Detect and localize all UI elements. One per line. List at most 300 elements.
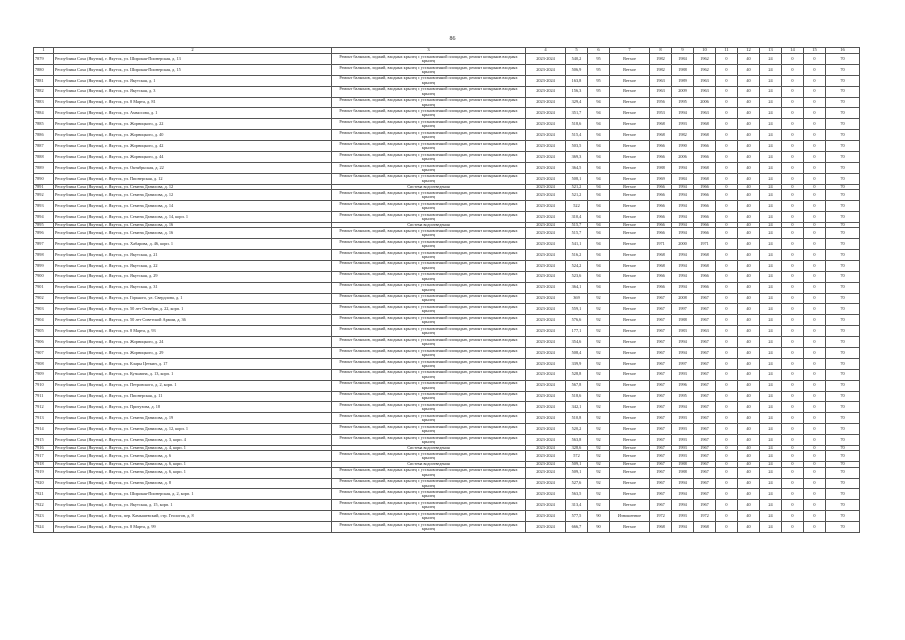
table-cell: 0 <box>804 239 826 250</box>
table-cell: Ветхое <box>610 141 650 152</box>
table-cell: 40 <box>738 413 760 424</box>
table-cell: 0 <box>782 451 804 462</box>
table-cell: 1967 <box>694 451 716 462</box>
table-cell: 7915 <box>34 435 54 446</box>
table-cell: 7888 <box>34 152 54 163</box>
table-cell: 0 <box>804 304 826 315</box>
table-cell: 40 <box>738 424 760 435</box>
table-cell: 1994 <box>672 222 694 227</box>
table-cell: 2023-2024 <box>526 402 566 413</box>
table-row <box>34 108 860 119</box>
column-number-header: 8 <box>650 48 672 54</box>
table-cell: 1967 <box>694 293 716 304</box>
table-cell: 521,2 <box>566 184 588 189</box>
table-cell: 0 <box>782 424 804 435</box>
table-cell: 7919 <box>34 467 54 478</box>
table-cell: 1994 <box>672 260 694 271</box>
work-type-cell: Ремонт балконов, лоджий, входных крылец с установленной площадью, ремонт козырьков входных крылец <box>332 130 526 141</box>
table-cell: 328,6 <box>566 445 588 450</box>
table-cell: 2006 <box>694 97 716 108</box>
table-cell: 2023-2024 <box>526 86 566 97</box>
table-cell: 24 <box>760 478 782 489</box>
work-type-cell: Ремонт балконов, лоджий, входных крылец с установленной площадью, ремонт козырьков входных крылец <box>332 326 526 337</box>
table-cell: 0 <box>716 54 738 65</box>
table-cell: 0 <box>782 467 804 478</box>
table-cell: 40 <box>738 184 760 189</box>
table-cell: 70 <box>826 500 860 511</box>
column-number-header: 10 <box>694 48 716 54</box>
table-cell: 177,1 <box>566 326 588 337</box>
column-number-header: 13 <box>760 48 782 54</box>
table-cell: 369,3 <box>566 152 588 163</box>
table-cell: Ветхое <box>610 271 650 282</box>
table-cell: 0 <box>804 435 826 446</box>
table-cell: 0 <box>716 260 738 271</box>
table-cell: Ветхое <box>610 228 650 239</box>
table-cell: 40 <box>738 239 760 250</box>
table-cell: 70 <box>826 522 860 533</box>
table-cell: 92 <box>588 445 610 450</box>
table-cell: 24 <box>760 222 782 227</box>
table-cell: 1968 <box>650 130 672 141</box>
table-cell: 1967 <box>650 391 672 402</box>
table-cell: 0 <box>716 391 738 402</box>
table-cell: 0 <box>716 152 738 163</box>
address-cell: Республика Саха (Якутия), г. Якутск, ул. Семена Данилова, д. 4, корп. 1 <box>54 445 332 450</box>
table-cell: 0 <box>804 369 826 380</box>
table-cell: 40 <box>738 271 760 282</box>
table-cell: 0 <box>782 337 804 348</box>
table-cell: 92 <box>588 402 610 413</box>
table-cell: 0 <box>804 358 826 369</box>
table-cell: 24 <box>760 119 782 130</box>
table-cell: 0 <box>804 200 826 211</box>
table-cell: 0 <box>782 282 804 293</box>
table-cell: 1967 <box>650 358 672 369</box>
table-cell: 339,9 <box>566 358 588 369</box>
work-type-cell: Система водоотведения <box>332 184 526 189</box>
table-cell: 0 <box>716 337 738 348</box>
address-cell: Республика Саха (Якутия), г. Якутск, ул. Жорницкого, д. 40 <box>54 130 332 141</box>
table-cell: 0 <box>782 211 804 222</box>
table-row <box>34 315 860 326</box>
table-cell: 24 <box>760 337 782 348</box>
address-cell: Республика Саха (Якутия), г. Якутск, ул. Семена Данилова, д. 14, корп. 1 <box>54 211 332 222</box>
table-cell: 1963 <box>694 326 716 337</box>
table-cell: 510,8 <box>566 413 588 424</box>
table-cell: 24 <box>760 462 782 467</box>
table-cell: 0 <box>804 222 826 227</box>
table-row <box>34 141 860 152</box>
table-cell: 0 <box>804 445 826 450</box>
table-cell: 1967 <box>694 369 716 380</box>
work-type-cell: Ремонт балконов, лоджий, входных крылец с установленной площадью, ремонт козырьков входных крылец <box>332 358 526 369</box>
table-cell: 7923 <box>34 511 54 522</box>
table-cell: 7904 <box>34 315 54 326</box>
table-row <box>34 326 860 337</box>
table-cell: 518,6 <box>566 119 588 130</box>
table-row <box>34 369 860 380</box>
table-cell: 1967 <box>694 358 716 369</box>
table-row <box>34 467 860 478</box>
table-cell: 0 <box>716 130 738 141</box>
table-cell: 364,5 <box>566 162 588 173</box>
table-cell: 2023-2024 <box>526 478 566 489</box>
table-cell: 94 <box>588 190 610 201</box>
table-cell: 0 <box>782 391 804 402</box>
table-cell: 0 <box>782 500 804 511</box>
address-cell: Республика Саха (Якутия), г. Якутск, ул. Жорницкого, д. 29 <box>54 347 332 358</box>
table-cell: 1988 <box>650 162 672 173</box>
table-cell: 70 <box>826 173 860 184</box>
table-cell: 90 <box>588 522 610 533</box>
table-cell: 2023-2024 <box>526 64 566 75</box>
table-cell: 70 <box>826 108 860 119</box>
table-cell: Ветхое <box>610 184 650 189</box>
table-cell: 0 <box>804 478 826 489</box>
table-cell: 0 <box>782 86 804 97</box>
table-cell: Ветхое <box>610 337 650 348</box>
table-cell: 1994 <box>672 271 694 282</box>
table-cell: 1967 <box>694 445 716 450</box>
table-cell: 70 <box>826 249 860 260</box>
table-cell: 24 <box>760 190 782 201</box>
table-cell: 0 <box>804 271 826 282</box>
column-number-header: 11 <box>716 48 738 54</box>
table-cell: 0 <box>804 211 826 222</box>
table-cell: 0 <box>716 462 738 467</box>
table-cell: 70 <box>826 75 860 86</box>
table-cell: 1962 <box>694 64 716 75</box>
table-cell: 1988 <box>672 315 694 326</box>
table-cell: Ветхое <box>610 200 650 211</box>
table-row <box>34 413 860 424</box>
table-row <box>34 402 860 413</box>
table-cell: 0 <box>804 260 826 271</box>
table-cell: 1968 <box>650 522 672 533</box>
table-cell: Ветхое <box>610 380 650 391</box>
table-cell: 1966 <box>694 200 716 211</box>
table-cell: 1953 <box>650 108 672 119</box>
table-cell: 0 <box>716 190 738 201</box>
table-cell: 0 <box>716 467 738 478</box>
table-cell: 522 <box>566 200 588 211</box>
address-cell: Республика Саха (Якутия), г. Якутск, ул. 8 Марта, д. 99 <box>54 522 332 533</box>
table-cell: 7895 <box>34 222 54 227</box>
table-cell: 40 <box>738 462 760 467</box>
table-cell: 1967 <box>694 500 716 511</box>
table-cell: 0 <box>782 462 804 467</box>
table-cell: 24 <box>760 249 782 260</box>
table-cell: 1967 <box>650 445 672 450</box>
address-cell: Республика Саха (Якутия), г. Якутск, ул. 8 Марта, д. 93 <box>54 326 332 337</box>
work-type-cell: Ремонт балконов, лоджий, входных крылец с установленной площадью, ремонт козырьков входных крылец <box>332 211 526 222</box>
table-cell: 2023-2024 <box>526 424 566 435</box>
address-cell: Республика Саха (Якутия), г. Якутск, ул. Семена Данилова, д. 12 <box>54 190 332 201</box>
table-cell: 1994 <box>672 402 694 413</box>
table-cell: 70 <box>826 347 860 358</box>
table-cell: 0 <box>804 97 826 108</box>
table-cell: 0 <box>804 337 826 348</box>
table-cell: 1963 <box>694 108 716 119</box>
table-cell: 1994 <box>672 249 694 260</box>
table-cell: 1968 <box>694 162 716 173</box>
table-cell: 24 <box>760 228 782 239</box>
table-cell: 94 <box>588 282 610 293</box>
table-cell: 24 <box>760 184 782 189</box>
table-cell: 94 <box>588 152 610 163</box>
table-cell: 70 <box>826 304 860 315</box>
address-cell: Республика Саха (Якутия), г. Якутск, ул. Семена Данилова, д. 8 <box>54 478 332 489</box>
table-cell: 1967 <box>650 380 672 391</box>
table-cell: 0 <box>782 108 804 119</box>
table-cell: 576,6 <box>566 315 588 326</box>
address-cell: Республика Саха (Якутия), г. Якутск, ул. Якутская, д. 15, корп. 1 <box>54 500 332 511</box>
table-cell: Ветхое <box>610 304 650 315</box>
table-cell: 24 <box>760 173 782 184</box>
table-cell: 0 <box>804 380 826 391</box>
table-cell: 7917 <box>34 451 54 462</box>
table-cell: 0 <box>804 64 826 75</box>
table-cell: 92 <box>588 478 610 489</box>
table-cell: 0 <box>782 260 804 271</box>
address-cell: Республика Саха (Якутия), г. Якутск, ул. Семена Данилова, д. 16 <box>54 222 332 227</box>
table-cell: 0 <box>804 489 826 500</box>
table-cell: 0 <box>782 75 804 86</box>
table-cell: 2023-2024 <box>526 222 566 227</box>
table-cell: 515,7 <box>566 222 588 227</box>
work-type-cell: Ремонт балконов, лоджий, входных крылец с установленной площадью, ремонт козырьков входных крылец <box>332 391 526 402</box>
table-cell: 508,4 <box>566 347 588 358</box>
table-cell: 1966 <box>694 228 716 239</box>
table-cell: Ветхое <box>610 391 650 402</box>
table-cell: 24 <box>760 358 782 369</box>
table-cell: 354,6 <box>566 337 588 348</box>
table-cell: Ветхое <box>610 347 650 358</box>
table-cell: 40 <box>738 522 760 533</box>
work-type-cell: Ремонт балконов, лоджий, входных крылец с установленной площадью, ремонт козырьков входных крылец <box>332 369 526 380</box>
table-cell: 70 <box>826 511 860 522</box>
work-type-cell: Ремонт балконов, лоджий, входных крылец с установленной площадью, ремонт козырьков входных крылец <box>332 347 526 358</box>
table-cell: 24 <box>760 211 782 222</box>
table-cell: 0 <box>782 200 804 211</box>
table-cell: 0 <box>716 451 738 462</box>
work-type-cell: Ремонт балконов, лоджий, входных крылец с установленной площадью, ремонт козырьков входных крылец <box>332 315 526 326</box>
table-cell: 0 <box>782 239 804 250</box>
table-cell: 70 <box>826 462 860 467</box>
address-cell: Республика Саха (Якутия), г. Якутск, ул. Притузова, д. 18 <box>54 402 332 413</box>
table-cell: 24 <box>760 141 782 152</box>
table-cell: 70 <box>826 369 860 380</box>
work-type-cell: Ремонт балконов, лоджий, входных крылец с установленной площадью, ремонт козырьков входных крылец <box>332 190 526 201</box>
table-cell: 528,8 <box>566 369 588 380</box>
table-cell: 1994 <box>672 522 694 533</box>
table-cell: 7898 <box>34 249 54 260</box>
table-cell: 1967 <box>650 326 672 337</box>
table-cell: 0 <box>782 162 804 173</box>
table-cell: 2023-2024 <box>526 462 566 467</box>
table-cell: 0 <box>716 64 738 75</box>
table-cell: 1966 <box>650 211 672 222</box>
table-cell: 2023-2024 <box>526 119 566 130</box>
table-cell: 0 <box>804 152 826 163</box>
table-cell: Ветхое <box>610 119 650 130</box>
table-cell: 1966 <box>650 190 672 201</box>
table-cell: 2023-2024 <box>526 130 566 141</box>
table-cell: 70 <box>826 445 860 450</box>
table-cell: 2023-2024 <box>526 108 566 119</box>
table-cell: 2023-2024 <box>526 54 566 65</box>
table-cell: 24 <box>760 391 782 402</box>
table-cell: 0 <box>804 184 826 189</box>
table-cell: 24 <box>760 347 782 358</box>
table-cell: 163,8 <box>566 75 588 86</box>
table-cell: 0 <box>782 402 804 413</box>
table-cell: 1967 <box>694 347 716 358</box>
table-cell: 92 <box>588 358 610 369</box>
table-cell: 1982 <box>650 54 672 65</box>
table-cell: 0 <box>804 293 826 304</box>
table-cell: 7883 <box>34 97 54 108</box>
table-cell: 2023-2024 <box>526 190 566 201</box>
table-cell: 2009 <box>672 86 694 97</box>
table-cell: 2023-2024 <box>526 337 566 348</box>
address-cell: Республика Саха (Якутия), г. Якутск, ул. Семена Данилова, д. 6, корп. 1 <box>54 467 332 478</box>
table-cell: 0 <box>716 239 738 250</box>
table-cell: 40 <box>738 369 760 380</box>
work-type-cell: Ремонт балконов, лоджий, входных крылец с установленной площадью, ремонт козырьков входных крылец <box>332 435 526 446</box>
address-cell: Республика Саха (Якутия), г. Якутск, ул. Якутская, д. 21 <box>54 249 332 260</box>
table-cell: 1993 <box>672 445 694 450</box>
table-cell: 0 <box>716 424 738 435</box>
table-cell: Ветхое <box>610 152 650 163</box>
table-cell: Ветхое <box>610 282 650 293</box>
table-cell: 2023-2024 <box>526 391 566 402</box>
table-cell: 92 <box>588 413 610 424</box>
table-cell: 1994 <box>672 184 694 189</box>
table-cell: 70 <box>826 54 860 65</box>
table-cell: 40 <box>738 500 760 511</box>
table-cell: 1956 <box>650 97 672 108</box>
table-cell: 2023-2024 <box>526 451 566 462</box>
table-cell: 0 <box>804 249 826 260</box>
table-row <box>34 75 860 86</box>
table-cell: 40 <box>738 380 760 391</box>
address-cell: Республика Саха (Якутия), г. Якутск, ул. Якутская, д. 22 <box>54 260 332 271</box>
table-cell: 666,7 <box>566 522 588 533</box>
table-cell: 515,7 <box>566 228 588 239</box>
address-cell: Республика Саха (Якутия), г. Якутск, ул. 50 лет Советской Армии, д. 36 <box>54 315 332 326</box>
table-cell: 40 <box>738 260 760 271</box>
table-cell: Ветхое <box>610 462 650 467</box>
table-cell: 7909 <box>34 369 54 380</box>
table-cell: 1968 <box>650 119 672 130</box>
table-row <box>34 228 860 239</box>
table-cell: 24 <box>760 511 782 522</box>
table-cell: 342,1 <box>566 402 588 413</box>
table-cell: 1982 <box>672 130 694 141</box>
table-cell: Ветхое <box>610 211 650 222</box>
table-cell: 7914 <box>34 424 54 435</box>
table-cell: 1967 <box>650 347 672 358</box>
table-cell: 1967 <box>650 435 672 446</box>
table-cell: 7903 <box>34 304 54 315</box>
table-row <box>34 152 860 163</box>
table-cell: 1967 <box>694 467 716 478</box>
table-cell: 0 <box>804 119 826 130</box>
table-cell: 0 <box>804 141 826 152</box>
address-cell: Республика Саха (Якутия), г. Якутск, ул. Якутская, д. 1 <box>54 75 332 86</box>
table-cell: 1966 <box>650 184 672 189</box>
table-cell: 70 <box>826 391 860 402</box>
table-cell: 2006 <box>672 152 694 163</box>
table-cell: 1967 <box>650 489 672 500</box>
table-cell: 0 <box>804 75 826 86</box>
table-cell: 2008 <box>672 293 694 304</box>
table-cell: Ветхое <box>610 402 650 413</box>
table-cell: 24 <box>760 86 782 97</box>
table-cell: 70 <box>826 152 860 163</box>
table-cell: 2023-2024 <box>526 162 566 173</box>
table-cell: 0 <box>782 130 804 141</box>
table-cell: 40 <box>738 435 760 446</box>
table-row <box>34 489 860 500</box>
table-cell: Изношенное <box>610 511 650 522</box>
table-cell: 24 <box>760 162 782 173</box>
work-type-cell: Ремонт балконов, лоджий, входных крылец с установленной площадью, ремонт козырьков входных крылец <box>332 162 526 173</box>
table-cell: 7885 <box>34 119 54 130</box>
table-cell: 7880 <box>34 64 54 75</box>
table-cell: 70 <box>826 451 860 462</box>
table-cell: 92 <box>588 467 610 478</box>
table-cell: 70 <box>826 402 860 413</box>
address-cell: Республика Саха (Якутия), г. Якутск, ул. Якутская, д. 29 <box>54 271 332 282</box>
table-cell: Ветхое <box>610 75 650 86</box>
table-cell: 2023-2024 <box>526 228 566 239</box>
table-cell: Ветхое <box>610 64 650 75</box>
table-cell: 1969 <box>650 173 672 184</box>
table-cell: 1963 <box>694 75 716 86</box>
table-cell: 1988 <box>672 64 694 75</box>
table-cell: 0 <box>716 271 738 282</box>
table-row <box>34 130 860 141</box>
column-number-header: 15 <box>804 48 826 54</box>
table-row <box>34 337 860 348</box>
table-cell: 7879 <box>34 54 54 65</box>
table-cell: 70 <box>826 424 860 435</box>
table-row <box>34 304 860 315</box>
table-cell: 24 <box>760 108 782 119</box>
table-cell: 1993 <box>672 435 694 446</box>
table-cell: 1966 <box>694 141 716 152</box>
table-cell: 70 <box>826 435 860 446</box>
table-cell: 7907 <box>34 347 54 358</box>
table-cell: 310,4 <box>566 211 588 222</box>
table-cell: 1968 <box>694 260 716 271</box>
table-cell: 70 <box>826 413 860 424</box>
table-cell: 516,2 <box>566 249 588 260</box>
work-type-cell: Ремонт балконов, лоджий, входных крылец с установленной площадью, ремонт козырьков входных крылец <box>332 239 526 250</box>
table-cell: 2023-2024 <box>526 75 566 86</box>
work-type-cell: Ремонт балконов, лоджий, входных крылец с установленной площадью, ремонт козырьков входных крылец <box>332 413 526 424</box>
table-cell: 1967 <box>650 424 672 435</box>
table-cell: 1988 <box>672 462 694 467</box>
address-cell: Республика Саха (Якутия), г. Якутск, пер. Камышевский, стр. Геологов, д. 8 <box>54 511 332 522</box>
table-cell: 2023-2024 <box>526 260 566 271</box>
table-cell: 24 <box>760 260 782 271</box>
table-cell: 92 <box>588 391 610 402</box>
table-cell: 1966 <box>650 200 672 211</box>
